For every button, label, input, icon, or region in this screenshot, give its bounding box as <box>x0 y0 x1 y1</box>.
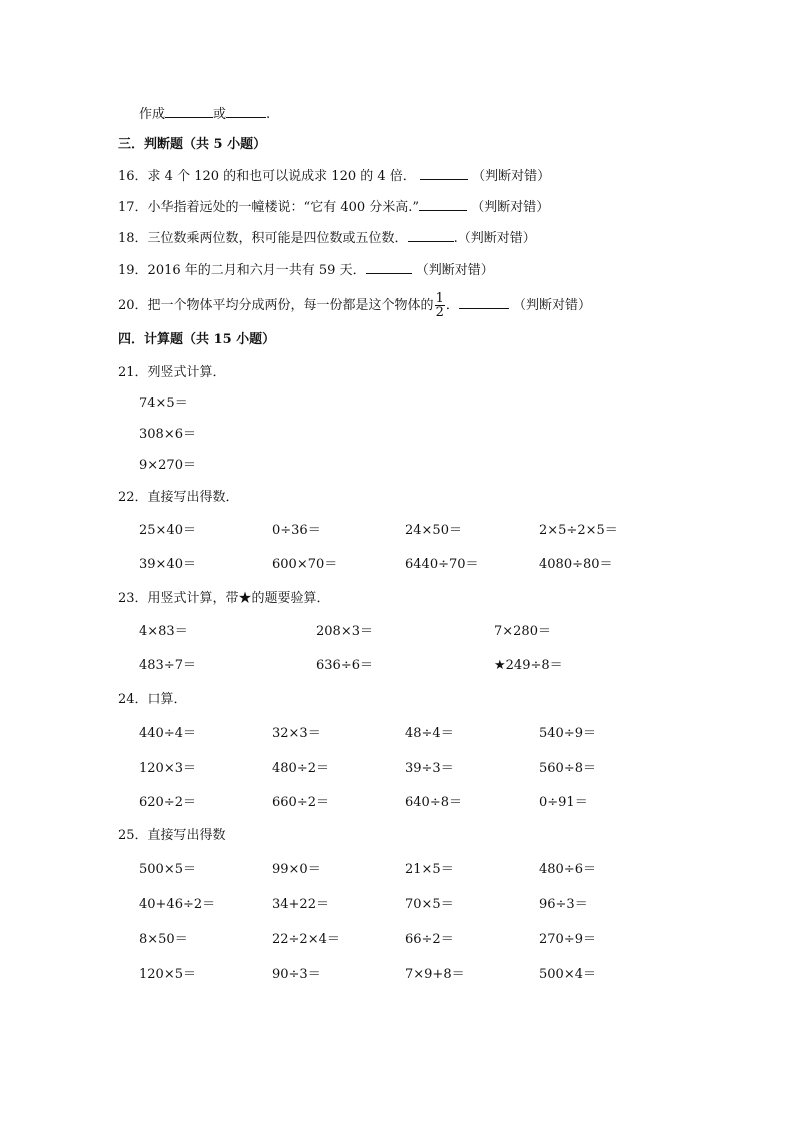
fraction <box>435 292 445 319</box>
section-title: 三．判断题（共 5 小题） <box>118 137 267 152</box>
calc-item: 0÷91＝ <box>539 795 588 810</box>
calc-item: 120×5＝ <box>139 967 196 982</box>
calc-item: 480÷6＝ <box>539 862 596 877</box>
question-25-title: 25．直接写出得数 <box>118 828 226 843</box>
calc-item: 4×83＝ <box>139 624 188 639</box>
calc-item: 636÷6＝ <box>316 658 373 673</box>
section-title: 四．计算题（共 15 小题） <box>118 332 276 347</box>
calc-item: 120×3＝ <box>139 761 196 776</box>
question-text: 小华指着远处的一幢楼说：“它有 400 分米高.” <box>147 200 420 215</box>
calc-item: 25×40＝ <box>139 523 196 538</box>
calc-item: 8×50＝ <box>139 932 188 947</box>
calc-item: 32×3＝ <box>272 726 321 741</box>
question-punct: ． <box>445 298 459 313</box>
question-19 <box>118 261 494 279</box>
calc-item: 560÷8＝ <box>539 761 596 776</box>
question-number: 18． <box>118 231 148 246</box>
question-17 <box>118 198 549 216</box>
question-number: 17． <box>118 200 148 215</box>
calc-item: 640÷8＝ <box>405 795 462 810</box>
calc-item: 500×5＝ <box>139 862 196 877</box>
question-18 <box>118 229 536 247</box>
calc-item: 208×3＝ <box>316 624 373 639</box>
question-text: 2016 年的二月和六月一共有 59 天． <box>147 263 366 278</box>
question-21-title: 21．列竖式计算． <box>118 365 226 380</box>
calc-item: 660÷2＝ <box>272 795 329 810</box>
answer-blank[interactable] <box>165 105 213 118</box>
calc-item: 2×5÷2×5＝ <box>539 523 618 538</box>
calc-item: 24×50＝ <box>405 523 462 538</box>
calc-item: 40+46÷2＝ <box>139 897 216 912</box>
answer-blank[interactable] <box>366 261 412 274</box>
calc-item: 4080÷80＝ <box>539 557 613 572</box>
calc-item: 308×6＝ <box>139 427 196 442</box>
question-22-title: 22．直接写出得数． <box>118 490 239 505</box>
fraction-numerator: 1 <box>435 291 444 306</box>
question-16 <box>118 167 550 185</box>
calc-item: 34+22＝ <box>272 897 329 912</box>
calc-item: 99×0＝ <box>272 862 321 877</box>
line-prefix: 作成 <box>139 107 166 122</box>
question-text: 求 4 个 120 的和也可以说成求 120 的 4 倍． <box>147 169 416 184</box>
question-number: 20． <box>118 298 148 313</box>
question-23-title: 23．用竖式计算，带★的题要验算． <box>118 591 330 606</box>
calc-item: 500×4＝ <box>539 967 596 982</box>
line-middle: 或 <box>213 107 227 122</box>
question-20 <box>118 292 591 319</box>
calc-item: 600×70＝ <box>272 557 338 572</box>
calc-item: 0÷36＝ <box>272 523 321 538</box>
question-text: 把一个物体平均分成两份，每一份都是这个物体的 <box>147 298 434 313</box>
answer-blank[interactable] <box>459 296 509 309</box>
question-tail: .（判断对错） <box>453 231 536 246</box>
answer-blank[interactable] <box>408 229 454 242</box>
calc-item: 440÷4＝ <box>139 726 196 741</box>
calc-item: 66÷2＝ <box>405 932 454 947</box>
question-tail: （判断对错） <box>415 263 494 278</box>
calc-item: 39×40＝ <box>139 557 196 572</box>
calc-item: 7×9+8＝ <box>405 967 465 982</box>
question-tail: （判断对错） <box>471 200 550 215</box>
answer-blank[interactable] <box>419 198 467 211</box>
calc-item: ★249÷8＝ <box>494 658 563 673</box>
answer-blank[interactable] <box>420 167 468 180</box>
calc-item: 480÷2＝ <box>272 761 329 776</box>
question-text: 三位数乘两位数，积可能是四位数或五位数． <box>147 231 408 246</box>
calc-item: 39÷3＝ <box>405 761 454 776</box>
fraction-denominator: 2 <box>435 305 444 320</box>
calc-item: 7×280＝ <box>494 624 551 639</box>
question-number: 19． <box>118 263 148 278</box>
answer-blank[interactable] <box>226 105 266 118</box>
question-24-title: 24．口算． <box>118 692 187 707</box>
calc-item: 22÷2×4＝ <box>272 932 340 947</box>
question-number: 16． <box>118 169 148 184</box>
calc-item: 90÷3＝ <box>272 967 321 982</box>
question-tail: （判断对错） <box>513 298 592 313</box>
calc-item: 9×270＝ <box>139 458 196 473</box>
calc-item: 48÷4＝ <box>405 726 454 741</box>
calc-item: 270÷9＝ <box>539 932 596 947</box>
calc-item: 96÷3＝ <box>539 897 588 912</box>
calc-item: 620÷2＝ <box>139 795 196 810</box>
calc-item: 74×5＝ <box>139 396 188 411</box>
calc-item: 540÷9＝ <box>539 726 596 741</box>
question-tail: （判断对错） <box>472 169 551 184</box>
calc-item: 70×5＝ <box>405 897 454 912</box>
calc-item: 21×5＝ <box>405 862 454 877</box>
calc-item: 6440÷70＝ <box>405 557 479 572</box>
line-end: . <box>266 107 271 122</box>
calc-item: 483÷7＝ <box>139 658 196 673</box>
continuation-line <box>139 105 270 123</box>
